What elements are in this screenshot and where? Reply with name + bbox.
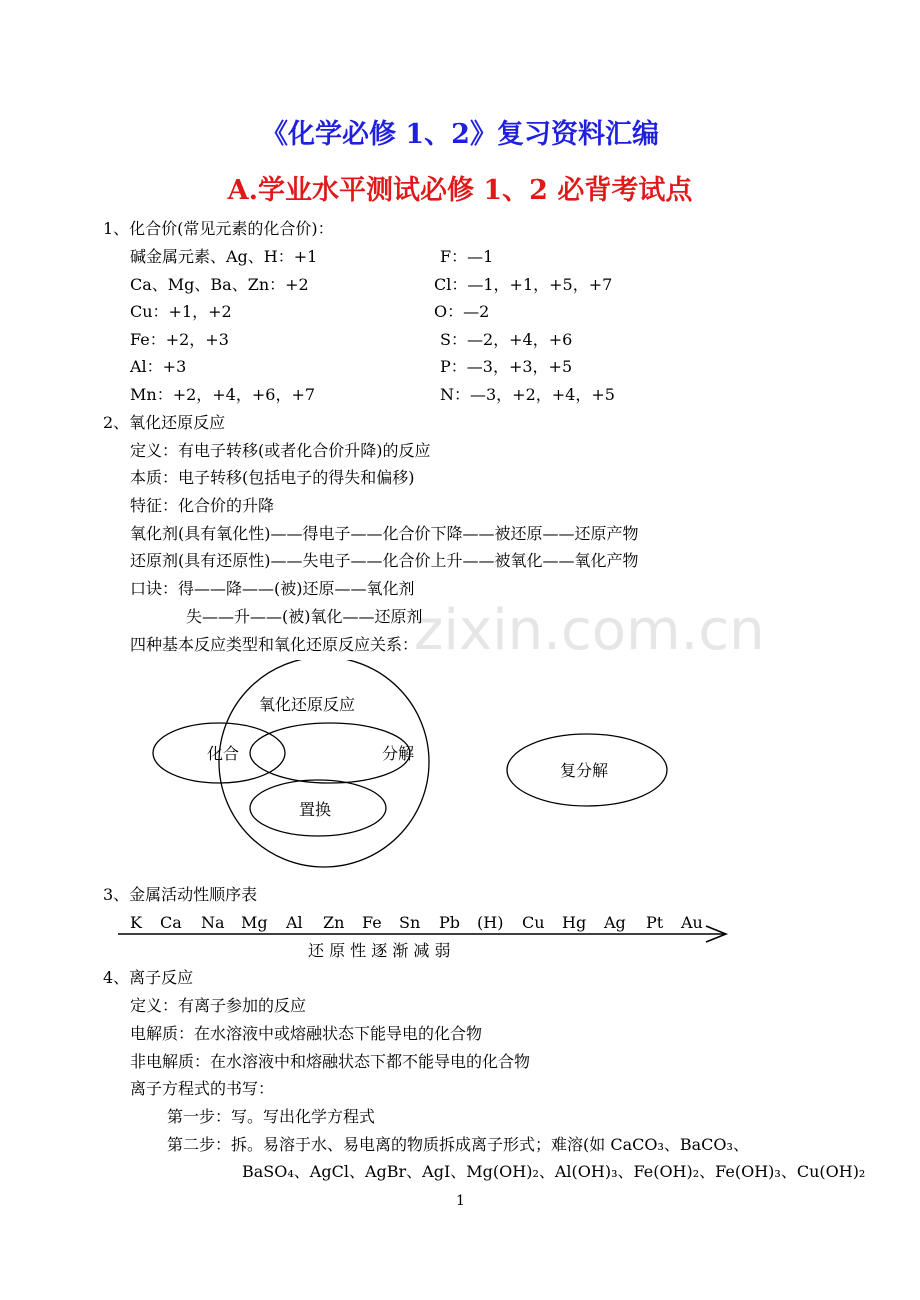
- metal-symbol: Cu: [522, 913, 545, 932]
- step-1: 第一步：写。写出化学方程式: [167, 1107, 376, 1126]
- metal-symbol: Pb: [439, 913, 461, 932]
- metal-symbol: Al: [286, 913, 303, 932]
- nonelectrolyte-definition: 非电解质：在水溶液中和熔融状态下都不能导电的化合物: [130, 1052, 531, 1071]
- valence-left-line: Al：+3: [130, 357, 187, 376]
- reductant-line: 还原剂(具有还原性)——失电子——化合价上升——被氧化——氧化产物: [130, 551, 639, 570]
- reducibility-trend-label: 还 原 性 逐 渐 减 弱: [308, 941, 451, 960]
- metal-symbol: Fe: [362, 913, 382, 932]
- electrolyte-definition: 电解质：在水溶液中或熔融状态下能导电的化合物: [130, 1024, 483, 1043]
- metal-symbol: Mg: [241, 913, 268, 932]
- metal-symbol: Ag: [604, 913, 626, 932]
- section-1-heading: 1、化合价(常见元素的化合价)：: [103, 219, 334, 238]
- metal-symbol: Na: [201, 913, 225, 932]
- combination-label: 化合: [207, 744, 240, 763]
- document-title: 《化学必修 1、2》复习资料汇编: [261, 119, 659, 150]
- section-3-heading: 3、金属活动性顺序表: [103, 885, 258, 904]
- double-decomposition-label: 复分解: [560, 761, 609, 780]
- reaction-types-diagram: [140, 660, 680, 870]
- displacement-label: 置换: [299, 800, 332, 819]
- mnemonic-line-2: 失——升——(被)氧化——还原剂: [186, 607, 423, 626]
- reaction-types-intro: 四种基本反应类型和氧化还原反应关系：: [130, 635, 419, 654]
- valence-left-line: 碱金属元素、Ag、H：+1: [130, 247, 318, 266]
- mnemonic-line-1: 口诀：得——降——(被)还原——氧化剂: [130, 579, 415, 598]
- section-4-heading: 4、离子反应: [103, 968, 194, 987]
- redox-essence: 本质：电子转移(包括电子的得失和偏移): [130, 468, 415, 487]
- metal-symbol: Hg: [562, 913, 587, 932]
- valence-right-line: F：—1: [440, 247, 494, 266]
- valence-left-line: Mn：+2，+4，+6，+7: [130, 385, 316, 404]
- redox-feature: 特征：化合价的升降: [130, 496, 275, 515]
- valence-right-line: Cl：—1，+1，+5，+7: [434, 275, 613, 294]
- valence-right-line: N：—3，+2，+4，+5: [440, 385, 615, 404]
- metal-symbol: Ca: [160, 913, 182, 932]
- valence-right-line: P：—3，+3，+5: [440, 357, 573, 376]
- metal-symbol: Sn: [399, 913, 421, 932]
- section-2-heading: 2、氧化还原反应: [103, 413, 226, 432]
- page-number: 1: [456, 1193, 465, 1209]
- metal-symbol: Pt: [646, 913, 664, 932]
- valence-left-line: Fe：+2，+3: [130, 330, 229, 349]
- ion-reaction-definition: 定义：有离子参加的反应: [130, 996, 307, 1015]
- valence-left-line: Cu：+1，+2: [130, 302, 232, 321]
- valence-right-line: O：—2: [434, 302, 490, 321]
- step-2-continued: BaSO₄、AgCl、AgBr、AgI、Mg(OH)₂、Al(OH)₃、Fe(OH)₂、Fe(OH)₃、Cu(OH)₂: [242, 1162, 866, 1181]
- document-subtitle: A.学业水平测试必修 1、2 必背考试点: [227, 175, 693, 206]
- metal-symbol: Au: [681, 913, 703, 932]
- oxidant-line: 氧化剂(具有氧化性)——得电子——化合价下降——被还原——还原产物: [130, 524, 639, 543]
- watermark: zixin.com.cn: [414, 598, 765, 663]
- metal-symbol: Zn: [323, 913, 345, 932]
- decomposition-label: 分解: [382, 744, 415, 763]
- valence-left-line: Ca、Mg、Ba、Zn：+2: [130, 275, 309, 294]
- valence-right-line: S：—2，+4，+6: [440, 330, 573, 349]
- metal-symbol: (H): [477, 913, 504, 932]
- redox-label: 氧化还原反应: [259, 695, 356, 714]
- redox-definition: 定义：有电子转移(或者化合价升降)的反应: [130, 441, 431, 460]
- metal-symbol: K: [130, 913, 142, 932]
- ionic-equation-writing: 离子方程式的书写：: [130, 1079, 275, 1098]
- step-2: 第二步：拆。易溶于水、易电离的物质拆成离子形式；难溶(如 CaCO₃、BaCO₃、: [167, 1135, 749, 1154]
